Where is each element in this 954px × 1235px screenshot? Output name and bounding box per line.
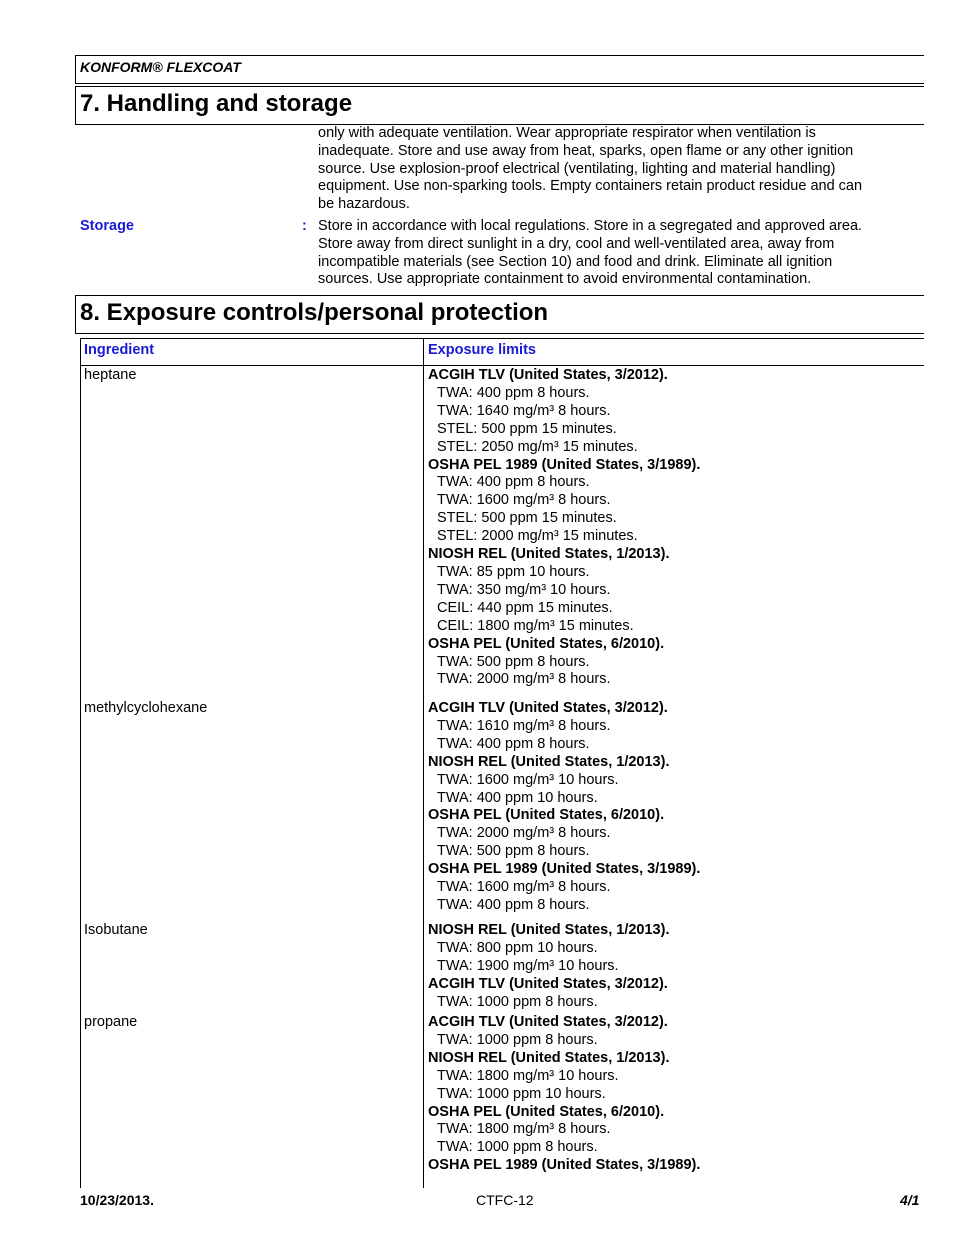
page-number: 4/1 bbox=[900, 1192, 920, 1208]
limit-source: NIOSH REL (United States, 1/2013). bbox=[428, 753, 670, 770]
limit-value: TWA: 1000 ppm 8 hours. bbox=[437, 993, 598, 1010]
section-7-title: 7. Handling and storage bbox=[80, 90, 353, 117]
footer-date: 10/23/2013. bbox=[80, 1192, 154, 1208]
limit-value: TWA: 400 ppm 8 hours. bbox=[437, 735, 590, 752]
column-header-ingredient: Ingredient bbox=[84, 342, 155, 358]
limit-source: ACGIH TLV (United States, 3/2012). bbox=[428, 975, 668, 992]
ingredient-name: propane bbox=[84, 1014, 138, 1030]
limit-value: STEL: 2000 mg/m³ 15 minutes. bbox=[437, 528, 638, 545]
limit-value: TWA: 1600 mg/m³ 8 hours. bbox=[437, 879, 611, 896]
limit-value: STEL: 2050 mg/m³ 15 minutes. bbox=[437, 438, 638, 455]
limit-value: TWA: 500 ppm 8 hours. bbox=[437, 653, 590, 670]
footer-product-code: CTFC-12 bbox=[476, 1192, 534, 1208]
limit-value: TWA: 1000 ppm 8 hours. bbox=[437, 1139, 598, 1156]
limit-value: TWA: 400 ppm 8 hours. bbox=[437, 384, 590, 401]
handling-text bbox=[318, 125, 918, 214]
exposure-limits-cell bbox=[428, 922, 918, 1012]
limit-value: TWA: 400 ppm 8 hours. bbox=[437, 896, 590, 913]
limit-source: NIOSH REL (United States, 1/2013). bbox=[428, 546, 670, 563]
limit-source: OSHA PEL (United States, 6/2010). bbox=[428, 635, 665, 652]
ingredient-name: methylcyclohexane bbox=[84, 700, 208, 716]
limit-value: TWA: 85 ppm 10 hours. bbox=[437, 563, 590, 580]
limit-value: TWA: 2000 mg/m³ 8 hours. bbox=[437, 825, 611, 842]
limit-value: CEIL: 1800 mg/m³ 15 minutes. bbox=[437, 617, 634, 634]
limit-value: TWA: 2000 mg/m³ 8 hours. bbox=[437, 671, 611, 688]
exposure-limits-cell bbox=[428, 700, 918, 915]
text-line: sources. Use appropriate containment to avoid environmental contamination. bbox=[318, 271, 812, 288]
limit-value: TWA: 350 mg/m³ 10 hours. bbox=[437, 581, 611, 598]
column-header-limits: Exposure limits bbox=[428, 342, 536, 358]
text-line: be hazardous. bbox=[318, 196, 410, 213]
limit-source: OSHA PEL (United States, 6/2010). bbox=[428, 807, 665, 824]
table-left-border bbox=[80, 338, 81, 1188]
limit-value: TWA: 1600 mg/m³ 8 hours. bbox=[437, 492, 611, 509]
storage-text bbox=[318, 218, 918, 289]
limit-source: ACGIH TLV (United States, 3/2012). bbox=[428, 1014, 668, 1030]
limit-source: OSHA PEL 1989 (United States, 3/1989). bbox=[428, 456, 701, 473]
table-top-border bbox=[80, 338, 924, 339]
limit-value: TWA: 1600 mg/m³ 10 hours. bbox=[437, 771, 619, 788]
limit-value: STEL: 500 ppm 15 minutes. bbox=[437, 510, 617, 527]
limit-value: TWA: 1800 mg/m³ 8 hours. bbox=[437, 1121, 611, 1138]
limit-value: CEIL: 440 ppm 15 minutes. bbox=[437, 599, 613, 616]
limit-source: ACGIH TLV (United States, 3/2012). bbox=[428, 700, 668, 716]
limit-value: TWA: 400 ppm 8 hours. bbox=[437, 474, 590, 491]
limit-value: TWA: 1610 mg/m³ 8 hours. bbox=[437, 717, 611, 734]
limit-value: STEL: 500 ppm 15 minutes. bbox=[437, 420, 617, 437]
text-line: incompatible materials (see Section 10) and food and drink. Eliminate all ignition bbox=[318, 253, 833, 270]
limit-value: TWA: 500 ppm 8 hours. bbox=[437, 843, 590, 860]
text-line: Store away from direct sunlight in a dry, cool and well-ventilated area, away from bbox=[318, 235, 835, 252]
limit-source: ACGIH TLV (United States, 3/2012). bbox=[428, 367, 668, 383]
exposure-limits-cell bbox=[428, 367, 918, 689]
table-column-divider bbox=[423, 338, 424, 1188]
limit-value: TWA: 1640 mg/m³ 8 hours. bbox=[437, 402, 611, 419]
limit-source: OSHA PEL (United States, 6/2010). bbox=[428, 1103, 665, 1120]
limit-value: TWA: 1000 ppm 8 hours. bbox=[437, 1031, 598, 1048]
limit-value: TWA: 800 ppm 10 hours. bbox=[437, 939, 598, 956]
limit-value: TWA: 400 ppm 10 hours. bbox=[437, 789, 598, 806]
storage-label: Storage bbox=[80, 218, 134, 234]
section-8-title: 8. Exposure controls/personal protection bbox=[80, 299, 549, 326]
ingredient-name: heptane bbox=[84, 367, 137, 383]
limit-value: TWA: 1800 mg/m³ 10 hours. bbox=[437, 1067, 619, 1084]
limit-source: NIOSH REL (United States, 1/2013). bbox=[428, 1049, 670, 1066]
limit-source: NIOSH REL (United States, 1/2013). bbox=[428, 922, 670, 938]
limit-source: OSHA PEL 1989 (United States, 3/1989). bbox=[428, 861, 701, 878]
ingredient-name: Isobutane bbox=[84, 922, 148, 938]
exposure-limits-cell bbox=[428, 1014, 918, 1175]
text-line: inadequate. Store and use away from heat, sparks, open flame or any other ignition bbox=[318, 142, 854, 159]
product-name: KONFORM® FLEXCOAT bbox=[80, 59, 241, 75]
text-line: only with adequate ventilation. Wear appropriate respirator when ventilation is bbox=[318, 125, 816, 141]
text-line: source. Use explosion-proof electrical (ventilating, lighting and material handling) bbox=[318, 160, 836, 177]
limit-value: TWA: 1900 mg/m³ 10 hours. bbox=[437, 957, 619, 974]
limit-value: TWA: 1000 ppm 10 hours. bbox=[437, 1085, 606, 1102]
storage-colon: : bbox=[302, 218, 307, 234]
text-line: Store in accordance with local regulations. Store in a segregated and approved area. bbox=[318, 218, 863, 234]
text-line: equipment. Use non-sparking tools. Empty containers retain product residue and can bbox=[318, 178, 863, 195]
limit-source: OSHA PEL 1989 (United States, 3/1989). bbox=[428, 1157, 701, 1174]
table-header-border bbox=[80, 365, 924, 366]
